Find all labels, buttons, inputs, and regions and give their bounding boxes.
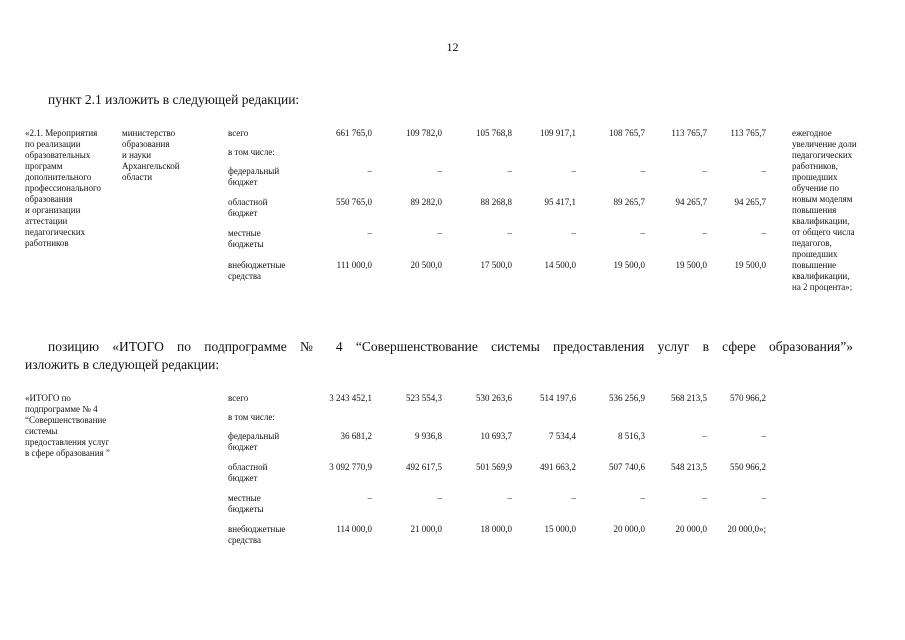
funding-row-label: местные бюджеты [228, 493, 264, 514]
funding-value-cell: 3 243 452,1 [329, 393, 372, 403]
section2-program-name: «ИТОГО по подпрограмме № 4 “Совершенствование системы предоставления услуг в сфере образования ” [25, 393, 110, 458]
funding-value-cell: 18 000,0 [480, 524, 512, 534]
funding-row-label: местные бюджеты [228, 228, 264, 249]
funding-value-cell: – [367, 493, 372, 503]
funding-value-cell: 550 765,0 [336, 197, 372, 207]
funding-value-cell: – [702, 493, 707, 503]
funding-value-cell: 548 213,5 [671, 462, 707, 472]
section2-instruction-line2: изложить в следующей редакции: [25, 357, 220, 372]
funding-value-cell: – [761, 431, 766, 441]
section2-instruction-line1: позицию «ИТОГО по подпрограмме № 4 “Совершенствование системы предоставления услуг в сфере образования”» [48, 339, 853, 354]
funding-value-cell: 20 000,0»; [727, 524, 766, 534]
funding-row-label: всего [228, 393, 249, 403]
funding-value-cell: 109 917,1 [540, 128, 576, 138]
funding-value-cell: – [367, 228, 372, 238]
funding-value-cell: 19 500,0 [675, 260, 707, 270]
funding-value-cell: – [761, 228, 766, 238]
funding-row-label: в том числе: [228, 412, 275, 422]
funding-row-label: всего [228, 128, 249, 138]
funding-value-cell: 94 265,7 [675, 197, 707, 207]
funding-value-cell: – [367, 166, 372, 176]
funding-value-cell: – [640, 166, 645, 176]
funding-value-cell: – [437, 228, 442, 238]
funding-value-cell: 17 500,0 [480, 260, 512, 270]
funding-value-cell: 95 417,1 [544, 197, 576, 207]
funding-value-cell: 109 782,0 [406, 128, 442, 138]
funding-value-cell: 89 265,7 [613, 197, 645, 207]
funding-value-cell: 523 554,3 [406, 393, 442, 403]
funding-value-cell: – [640, 228, 645, 238]
funding-row-label: внебюджетные средства [228, 260, 286, 281]
funding-value-cell: – [507, 166, 512, 176]
funding-value-cell: 514 197,6 [540, 393, 576, 403]
funding-value-cell: – [437, 166, 442, 176]
funding-value-cell: 19 500,0 [734, 260, 766, 270]
funding-value-cell: – [507, 228, 512, 238]
funding-value-cell: 661 765,0 [336, 128, 372, 138]
funding-value-cell: 507 740,6 [609, 462, 645, 472]
funding-value-cell: 570 966,2 [730, 393, 766, 403]
funding-value-cell: 19 500,0 [613, 260, 645, 270]
funding-value-cell: – [702, 166, 707, 176]
funding-value-cell: 501 569,9 [476, 462, 512, 472]
section1-expected-result: ежегодное увеличение доли педагогических работников, прошедших обучение по новым моделям повышения квалификации, от общего числа педагогов, прошедших повышение квалификации, на 2 процента»; [792, 128, 857, 292]
funding-row-label: федеральный бюджет [228, 166, 280, 187]
funding-value-cell: 20 000,0 [613, 524, 645, 534]
funding-value-cell: 88 268,8 [480, 197, 512, 207]
funding-row-label: областной бюджет [228, 462, 268, 483]
section1-program-name: «2.1. Мероприятия по реализации образовательных программ дополнительного профессионального образования и организации аттестации педагогических работников [25, 128, 101, 248]
funding-value-cell: 114 000,0 [336, 524, 372, 534]
funding-row-label: в том числе: [228, 147, 275, 157]
funding-value-cell: 14 500,0 [544, 260, 576, 270]
page-number: 12 [446, 40, 459, 54]
funding-value-cell: – [507, 493, 512, 503]
section1-executor: министерство образования и науки Архангельской области [122, 128, 180, 182]
funding-row-label: федеральный бюджет [228, 431, 280, 452]
funding-value-cell: 113 765,7 [730, 128, 766, 138]
funding-value-cell: 536 256,9 [609, 393, 645, 403]
funding-value-cell: – [761, 166, 766, 176]
funding-row-label: областной бюджет [228, 197, 268, 218]
funding-value-cell: – [571, 493, 576, 503]
funding-value-cell: 36 681,2 [340, 431, 372, 441]
funding-row-label: внебюджетные средства [228, 524, 286, 545]
funding-value-cell: 568 213,5 [671, 393, 707, 403]
funding-value-cell: 15 000,0 [544, 524, 576, 534]
funding-value-cell: 94 265,7 [734, 197, 766, 207]
funding-value-cell: 111 000,0 [336, 260, 372, 270]
funding-value-cell: 108 765,7 [609, 128, 645, 138]
funding-value-cell: 492 617,5 [406, 462, 442, 472]
funding-value-cell: 9 936,8 [415, 431, 442, 441]
funding-value-cell: – [702, 228, 707, 238]
funding-value-cell: 8 516,3 [618, 431, 645, 441]
funding-value-cell: 89 282,0 [410, 197, 442, 207]
funding-value-cell: – [640, 493, 645, 503]
funding-value-cell: – [571, 166, 576, 176]
funding-value-cell: 7 534,4 [549, 431, 576, 441]
funding-value-cell: 3 092 770,9 [329, 462, 372, 472]
funding-value-cell: – [761, 493, 766, 503]
funding-value-cell: – [571, 228, 576, 238]
funding-value-cell: – [702, 431, 707, 441]
funding-value-cell: 550 966,2 [730, 462, 766, 472]
funding-value-cell: 105 768,8 [476, 128, 512, 138]
funding-value-cell: 10 693,7 [480, 431, 512, 441]
funding-value-cell: 21 000,0 [410, 524, 442, 534]
funding-value-cell: 491 663,2 [540, 462, 576, 472]
section1-instruction: пункт 2.1 изложить в следующей редакции: [48, 92, 300, 107]
funding-value-cell: 20 500,0 [410, 260, 442, 270]
funding-value-cell: 20 000,0 [675, 524, 707, 534]
funding-value-cell: 113 765,7 [671, 128, 707, 138]
funding-value-cell: 530 263,6 [476, 393, 512, 403]
funding-value-cell: – [437, 493, 442, 503]
